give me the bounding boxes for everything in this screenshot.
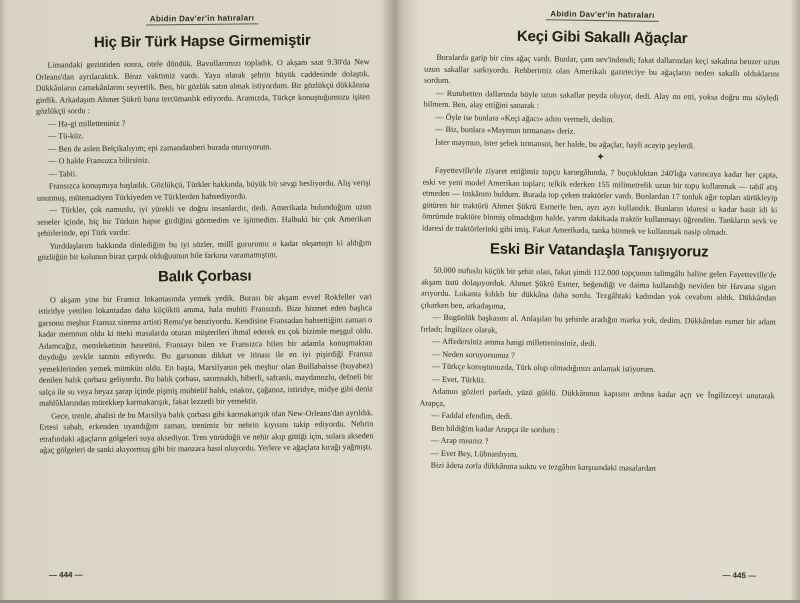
section-title-balik: Balık Çorbası [158, 266, 252, 285]
running-head-right: Abidin Dav'er'in hatıraları [425, 8, 780, 22]
dialog-line: — Türkler, çok namuslu, iyi yürekli ve doğru insanlardır, dedi. Amerikada bulunduğum uzun seneler içinde, hiç bir Türkün hapse girdiğini görmedim ve işitmedim. Halbuki bir çok Amerikan şehirlerinde, epi Türk vardır. [37, 202, 372, 238]
section-title-keci: Keçi Gibi Sakallı Ağaçlar [516, 27, 688, 48]
section-title-vatandas: Eski Bir Vatandaşla Tanışıyoruz [489, 240, 709, 261]
paragraph: Gece, trenle, ahalisi de bu Marsilya balık çorbası gibi karmakarışık olan New-Orleans'dan ayrıldık. Ertesi sabah, erkenden uyandığım zaman, trenimiz bir nehrin kıyısını takip ediyordu. Nehrin etrafındaki ağaçların gölgeleri suya aksediyor. Tren yürüdüğü ve nehir akıp gittiği için, sulara akseden ağaç gölgeleri de sanki akıyormuş gibi bir manzara hasıl oluyordu. Yerlere ve ağaçlara kırağı yağmıştı. [39, 407, 374, 455]
dialog-line: — Arap mısınız ? [430, 435, 489, 446]
right-page [401, 0, 794, 603]
section-body-keci [423, 52, 779, 153]
dialog-line: — Tabii. [48, 168, 78, 179]
paragraph: Adamın gözleri parladı, yüzü güldü. Dükkânının kapısını ardına kadar açtı ve İngilizceyi unutarak Arapça, [419, 386, 775, 408]
paragraph: Yurddaşlarım hakkında dinlediğim bu iyi sözler, millî gururumu o kadar okşamıştı ki aldığım gözlüğün bir kolunun biraz çarpık olduğuunun bile farkına varamamıştım. [37, 237, 372, 262]
running-head-left: Abidin Dav'er'in hatıraları [35, 12, 369, 24]
left-page [5, 0, 393, 602]
paragraph: Limandaki gezintiden sonra, otele döndük. Bavullarımızı topladık. O akşam saat 9.30'da New Orleans'dan ayrılacaktık. Biraz vaktimiz vardı. Yaya olarak şehrin büyük caddesinde dolaştık. Dükkânların camekânlarını seyrettik. Ben, bir gözlük satın almak istiyordum. Bir gözlükçü dükkânına girdik. Arkadaşım Ahmet Şükrü bana tercümanlık ediyordu. Aramızda, Türkçe konuştuğumuzu işiten gözlükçü sordu : [35, 57, 370, 116]
dialog-line: — O halde Fransızca bilirsiniz. [48, 155, 150, 166]
dialog-line: — Biz, bunlara «Maymun tırmanan» deriz. [435, 124, 576, 136]
paragraph: Fransızca konuşmıya başladık. Gözlükçü, Türkler hakkında, büyük bir sevgi besliyordu. Alış verişi unutmuş, mütemadiyen Türkiyeden ve Türklerden bahsediyordu. [36, 178, 371, 203]
dialog-line: — Faddal efendim, dedi. [431, 410, 513, 421]
dialog-line: — Öyle ise bunlara «Keçi ağacı» adını vermeli, dedim. [435, 112, 615, 124]
paragraph: Ben bildiğim kadar Arapça ile sordum : [431, 423, 560, 434]
dialog-line: — Tü-küz. [48, 131, 84, 141]
paragraph: Fayetteville'de ziyaret ettiğimiz topçu karargâhında, 7 buçukluktan 240'lığa varıncaya kadar her çapta, eski ve yeni model Amerikan topları; telkik ederken 155 milimetrelik uzun bir topu kullanmak — tabiî atış etmeden — imkânını buldum. Burada top çeken traktörler vardı. Bunlardan 17 tonluk ağır topları sürükleyip götüren bir traktörü Ahmet Şükrü Esmerle ben, ayrı ayrı kullandık. Bunların idaresi o kadar basit idi ki ömrümde traktöre binmiş olmadığım halde, yarım dakikada traktör kullanmayı öğrendim. Tankların sevk ve idaresi de traktörlerinki gibi imiş. Fakat Amerikada, tanka binmek ve kullanmak nasip olmadı. [421, 165, 778, 237]
dialog-line: — Rutubetten dallarında böyle uzun sakallar peyda oluyor, dedi. Alay mı etti, yoksa doğru mu söyledi bilmem. Ben, alay ettiğini sanarak : [423, 88, 779, 111]
dialog-line: — Bugünlük başkasını al. Anlaşılan bu şehirde aradığın marka yok, dedim. Dükkândan esmer bir adam fırladı; İngilizce olarak, [420, 312, 776, 335]
section-title-hapse: Hiç Bir Türk Hapse Girmemiştir [93, 31, 311, 52]
paragraph: 50.000 nufuslu küçük bir şehir olan, fakat şimdi 112.000 topçunun talimgâhı haline gelen Fayetteville'de akşam üstü dolaşıyorduk. Ahmet Şükrü Esmer, beğendiği ve daima kullandığı neviden bir Havana sigarı arıyordu. Lokanta kılıklı bir dükkâna daha sordu. Tezgâhtaki kadından yok cevabını aldık. Dükkândan çıkarken ben, arkadaşıma, [420, 265, 777, 311]
paragraph: Buralarda garip bir cins ağaç vardı. Bunlar, çam nev'indendi; fakat dallarından keçi sakalına benzer uzun uzun sakallar sarkıyordu. Rehberimiz olan Amerikalı gazeteciye bu ağaçların neden sakallı olduklarını sordum. [423, 52, 780, 85]
dialog-line: — Affedersiniz amma hangi milletteninsiniz, dedi. [432, 336, 597, 348]
page-number-left: — 444 — [48, 570, 83, 580]
dialog-line: — Neden soruyorsunuz ? [432, 349, 515, 360]
section-body-balik [38, 291, 374, 456]
paragraph: Bizi âdeta zorla dükkânına soktu ve tezgâhın karşısındaki masalardan [430, 460, 656, 473]
paragraph: İster maymun, ister şebek tırmansın, her halde, bu ağaçlar, hayli acayip şeylerdi. [435, 137, 696, 150]
paragraph: O akşam yine bir Fransız lokantasında yemek yedik. Burası bir akşam evvel Rokfeller vari istiridye yenilen lokantadan daha küçüktü amma, hala muhiti Fransızdı. Bize hizmet eden başlıca garsonu meşhur Fransız sinema artisti Remu'ye benziyordu. Kendisine Fransadan bahsettiğim zaman o kadar memnun oldu ki öteki masalarda oturan müşterileri ihmal ederek en çok bizimle meşgul oldu. Adamcağız, memleketinin hasretini, Fransayı bilen ve Fransızca bilen bir adamla konuşmaktan duyduğu zevkle tatmin ediyordu. Bu garsonun dikkat ve itinası ile en iyi pişirdiği Fransız yemeklerinden yemek mümkün oldu. En başta, Marsilyanın pek meşhur olan Buillabaisse (buyabez) denilen balık çorbası geliyordu. Bu balık çorbası, sarımsaklı, biberli, safranlı, maydanozlu, defneli bir salça ile su veya beyaz şarap içinde pişmiş muhtelif balık, ıstakoz, çağanoz, istiridye, midye gibi deniz mahlûklarından mürekkep karmakarışık, fakat lezzetli bir yemektir. [38, 291, 373, 408]
star-ornament-icon: ✦ [596, 151, 605, 164]
section-body-vatandas [419, 265, 777, 476]
section-body-topcu [422, 165, 778, 239]
page-number-right: — 445 — [722, 570, 757, 581]
section-body-hapse [35, 56, 371, 263]
dialog-line: — Evet Bey, Lübnanlıyım. [430, 448, 519, 459]
dialog-line: — Evet, Türküz. [431, 374, 487, 384]
dialog-line: — Ha-gi milletteniniz ? [48, 118, 126, 129]
dialog-line: — Ben de aslen Belçikalıyım; epi zamandanberi burada oturuyorum. [48, 141, 272, 154]
dialog-line: — Türkçe konuştunuzda, Türk olup olmadığınızı anlamak istiyorum. [431, 361, 656, 374]
